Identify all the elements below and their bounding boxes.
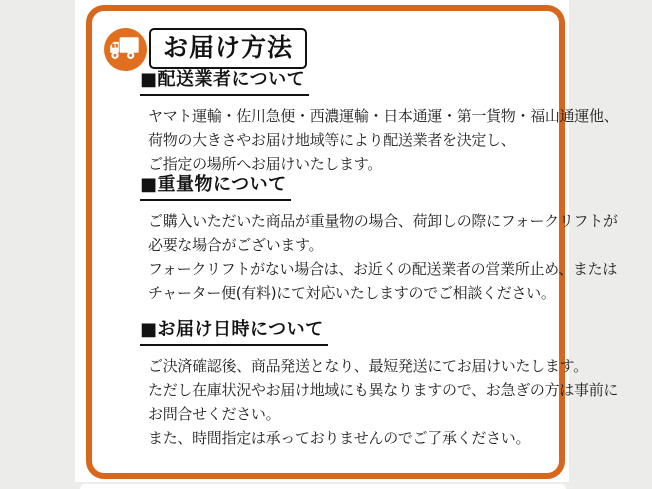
section-body (140, 104, 619, 176)
section-heavy-items (140, 174, 618, 305)
next-section-box-top (80, 484, 566, 489)
section-body (140, 354, 619, 450)
body-line: ご指定の場所へお届けいたします。 (148, 154, 383, 173)
page-title: お届け方法 (149, 28, 307, 69)
heading-heavy-items: ■重量物について (140, 175, 291, 201)
body-line: また、時間指定は承っておりませんのでご了承ください。 (148, 428, 531, 447)
body-line: ヤマト運輸・佐川急便・西濃運輸・日本通運・第一貨物・福山通運他、 (148, 106, 619, 125)
body-line: 荷物の大きさやお届け地域等により配送業者を決定し、 (148, 130, 516, 149)
section-body (140, 209, 618, 305)
heading-delivery-schedule: ■お届け日時について (140, 320, 328, 346)
body-line: フォークリフトがない場合は、お近くの配送業者の営業所止め、または (148, 259, 618, 278)
section-delivery-carriers (140, 69, 619, 176)
body-line: 必要な場合がございます。 (148, 235, 324, 254)
body-line: ご決済確認後、商品発送となり、最短発送にてお届けいたします。 (148, 356, 588, 375)
truck-icon (104, 28, 147, 71)
heading-delivery-carriers: ■配送業者について (140, 70, 309, 96)
body-line: お問合せください。 (148, 404, 281, 423)
section-delivery-schedule (140, 319, 619, 450)
body-line: ご購入いただいた商品が重量物の場合、荷卸しの際にフォークリフトが (148, 211, 618, 230)
body-line: チャーター便(有料)にて対応いたしますのでご相談ください。 (148, 283, 556, 302)
delivery-method-panel (86, 5, 619, 479)
body-line: ただし在庫状況やお届け地域にも異なりますので、お急ぎの方は事前に (148, 380, 619, 399)
